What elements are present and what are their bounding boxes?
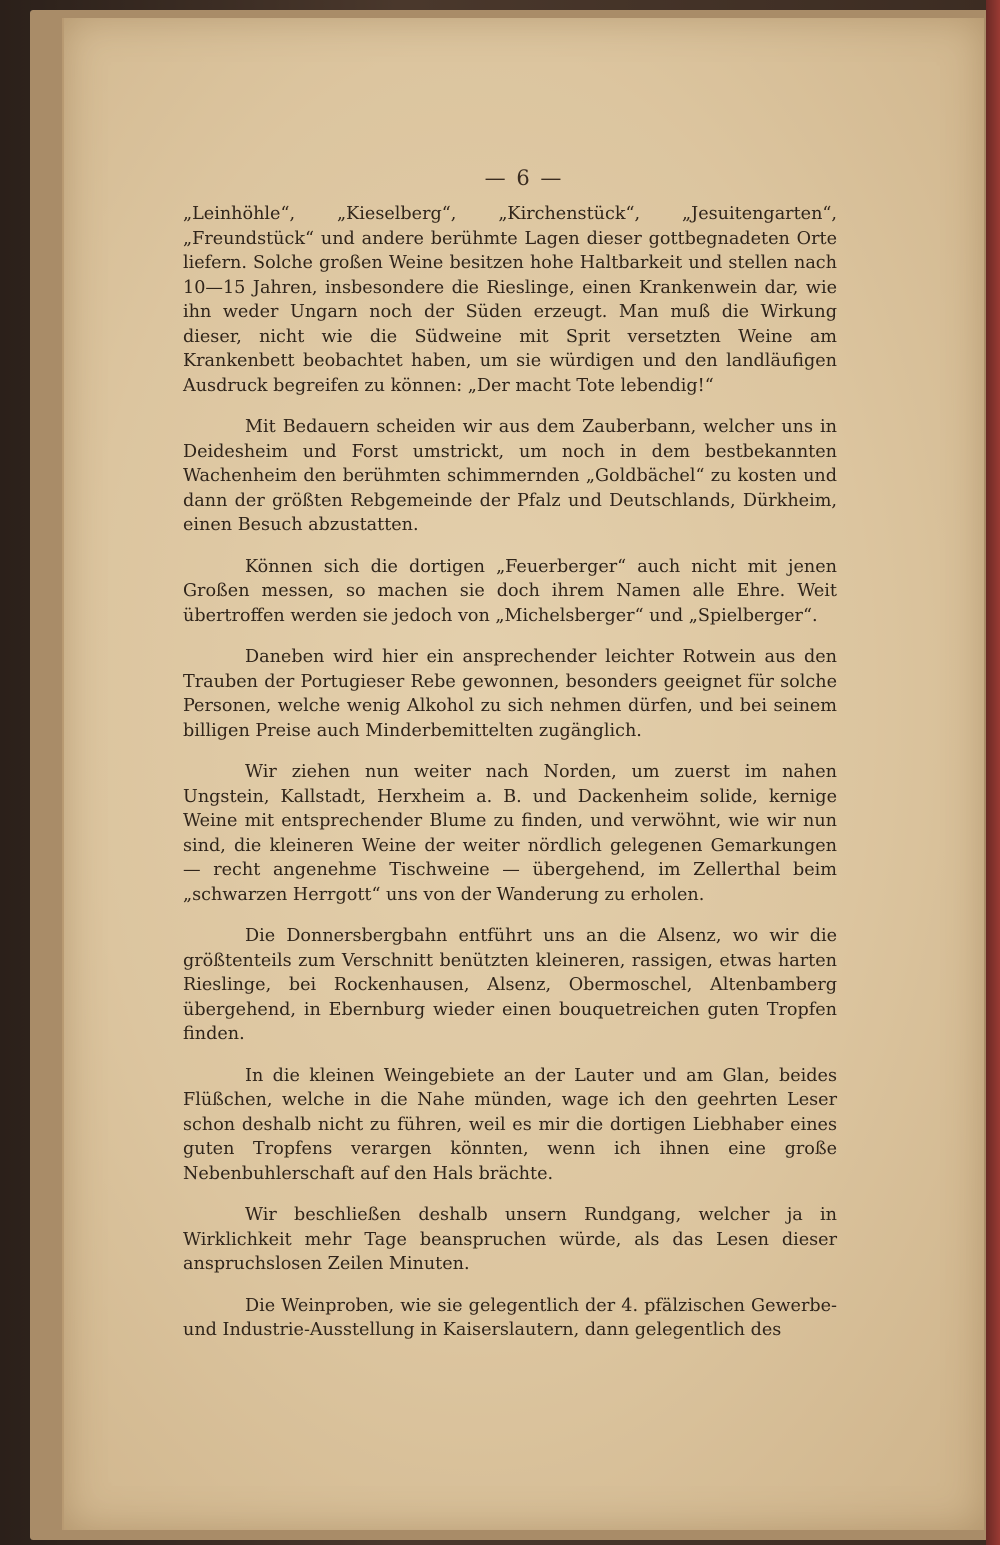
paragraph-7: In die kleinen Weingebiete an der Lauter und am Glan, beides Flüßchen, welche in die Nahe münden, wage ich den geehrten Leser schon deshalb nicht zu führen, weil es mir die dortigen Liebhaber eines guten Tropfens verargen könnten, wenn ich ihnen eine große Nebenbuhlerschaft auf den Hals brächte. bbox=[183, 1065, 837, 1184]
paragraph-8: Wir beschließen deshalb unsern Rundgang, welcher ja in Wirklichkeit mehr Tage beanspruchen würde, als das Lesen dieser anspruchslosen Zeilen Minuten. bbox=[183, 1205, 837, 1274]
body-text bbox=[183, 202, 837, 1360]
paragraph-5: Wir ziehen nun weiter nach Norden, um zuerst im nahen Ungstein, Kallstadt, Herxheim a. B. und Dackenheim solide, kernige Weine mit entsprechender Blume zu finden, und verwöhnt, wie wir nun sind, die kleineren Weine der weiter nördlich gelegenen Gemarkungen — recht angenehme Tischweine — übergehend, im Zellerthal beim „schwarzen Herrgott“ uns von der Wanderung zu erholen. bbox=[183, 762, 837, 905]
page-number: — 6 — bbox=[484, 166, 564, 190]
binding-edge bbox=[986, 0, 1000, 1545]
paragraph-9: Die Weinproben, wie sie gelegentlich der 4. pfälzischen Gewerbe- und Industrie-Ausstellung in Kaiserslautern, dann gelegentlich des bbox=[183, 1295, 837, 1340]
paragraph-4: Daneben wird hier ein ansprechender leichter Rotwein aus den Trauben der Portugieser Rebe gewonnen, besonders geeignet für solche Personen, welche wenig Alkohol zu sich nehmen dürfen, und bei seinem billigen Preise auch Minderbemittelten zugänglich. bbox=[183, 647, 837, 741]
paragraph-3: Können sich die dortigen „Feuerberger“ auch nicht mit jenen Großen messen, so machen sie doch ihrem Namen alle Ehre. Weit übertroffen werden sie jedoch von „Michelsberger“ und „Spielberger“. bbox=[183, 556, 837, 626]
paragraph-2: Mit Bedauern scheiden wir aus dem Zauberbann, welcher uns in Deidesheim und Forst umstrickt, um noch in dem bestbekannten Wachenheim den berühmten schimmernden „Goldbächel“ zu kosten und dann der größten Rebgemeinde der Pfalz und Deutschlands, Dürkheim, einen Besuch abzustatten. bbox=[183, 417, 837, 535]
paragraph-1: „Leinhöhle“, „Kieselberg“, „Kirchenstück“, „Jesuitengarten“, „Freundstück“ und andere berühmte Lagen dieser gottbegnadeten Orte liefern. Solche großen Weine besitzen hohe Haltbarkeit und stellen nach 10—15 Jahren, insbesondere die Rieslinge, einen Krankenwein dar, wie ihn weder Ungarn noch der Süden erzeugt. Man muß die Wirkung dieser, nicht wie die Südweine mit Sprit versetzten Weine am Krankenbett beobachtet haben, um sie würdigen und den landläufigen Ausdruck begreifen zu können: „Der macht Tote lebendig!“ bbox=[183, 204, 837, 396]
paragraph-6: Die Donnersbergbahn entführt uns an die Alsenz, wo wir die größtenteils zum Verschnitt benützten kleineren, rassigen, etwas harten Rieslinge, bei Rockenhausen, Alsenz, Obermoschel, Altenbamberg übergehend, in Ebernburg wieder einen bouquetreichen guten Tropfen finden. bbox=[183, 926, 837, 1044]
